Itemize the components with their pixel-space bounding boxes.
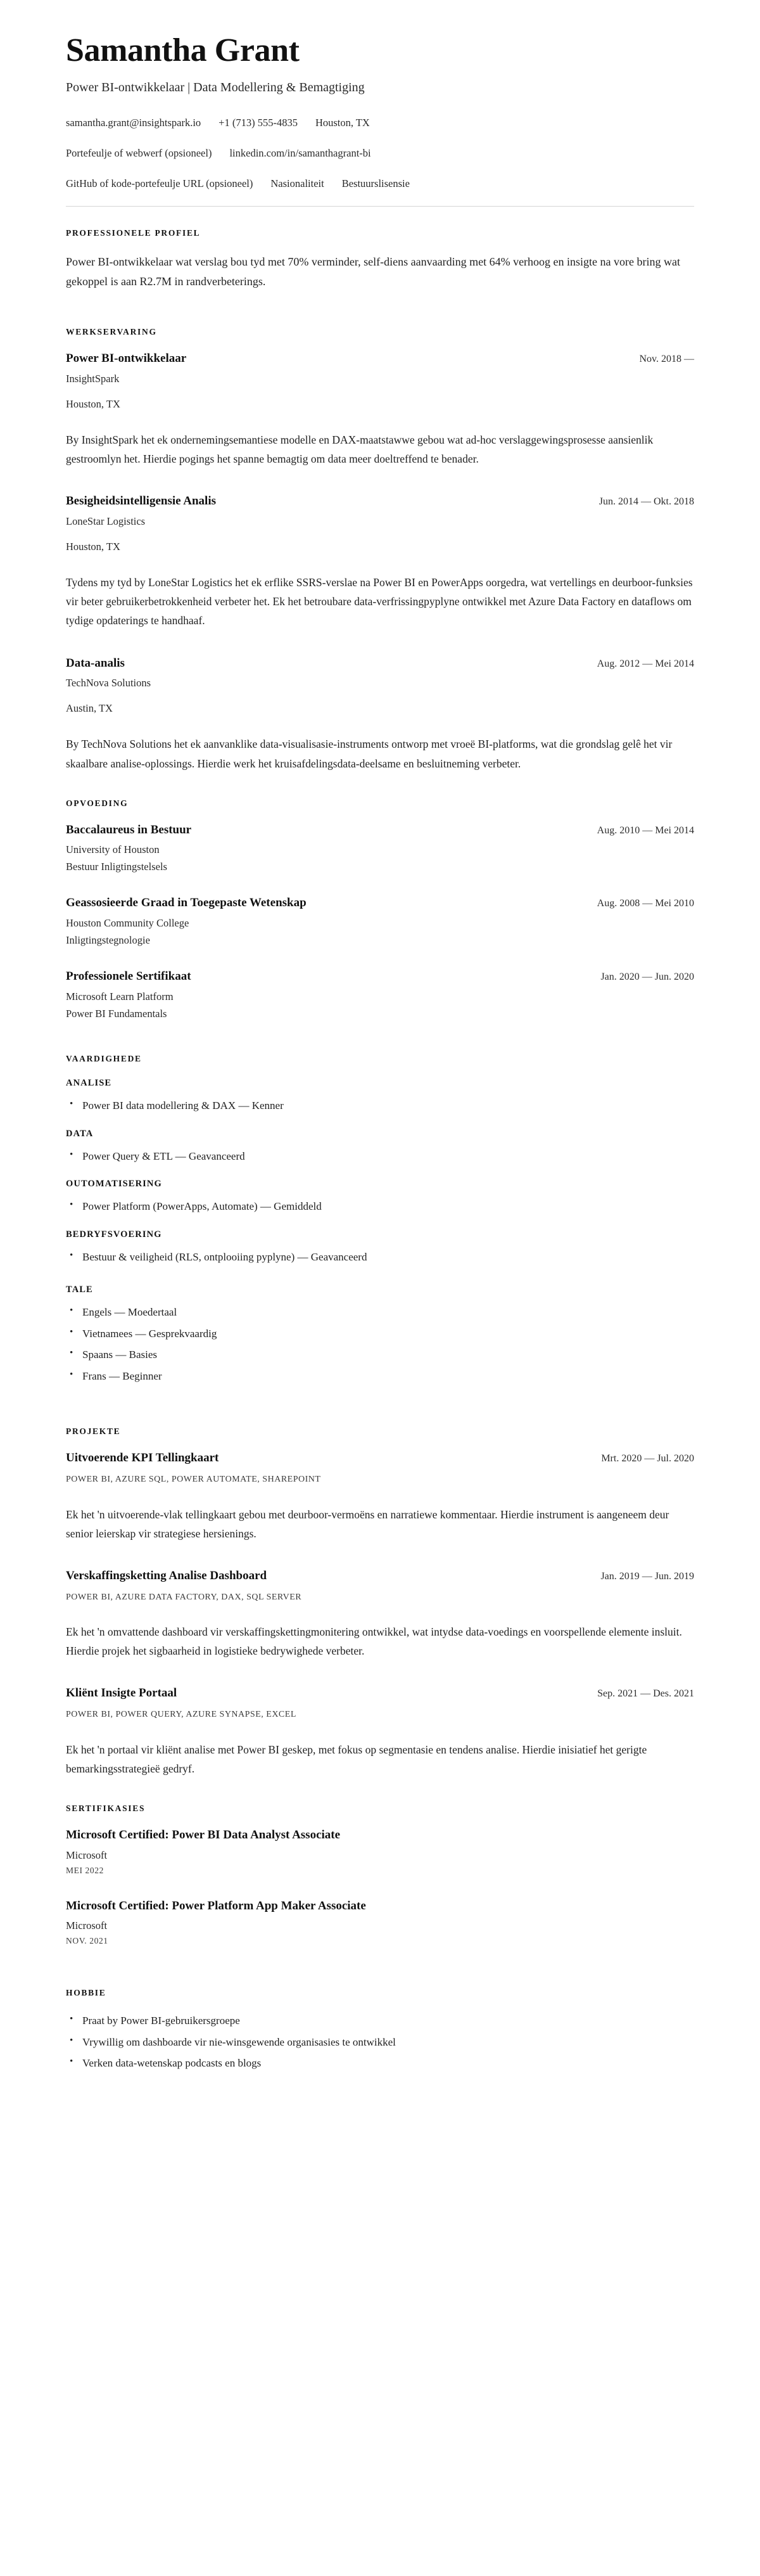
experience-organization: LoneStar Logistics <box>66 515 146 528</box>
project-tech-stack: POWER BI, POWER QUERY, AZURE SYNAPSE, EXCEL <box>66 1710 296 1720</box>
resume-header <box>66 33 694 191</box>
skill-item: • Power BI data modellering & DAX — Kenner <box>66 1097 694 1115</box>
skill-item: • Power Query & ETL — Geavanceerd <box>66 1148 694 1165</box>
section-title-certifications: SERTIFIKASIES <box>66 1803 146 1813</box>
education-item-head <box>66 823 694 838</box>
skill-group-name: BEDRYFSVOERING <box>66 1229 162 1240</box>
education-item-head <box>66 969 694 985</box>
project-title: Kliënt Insigte Portaal <box>66 1686 177 1700</box>
certification-title: Microsoft Certified: Power Platform App Maker Associate <box>66 1899 366 1913</box>
education-institution: University of Houston <box>66 843 160 856</box>
education-item <box>66 969 694 1021</box>
experience-item <box>66 656 694 716</box>
section-hobbies <box>66 1988 694 2072</box>
languages-group-name: TALE <box>66 1285 93 1295</box>
project-tech-stack: POWER BI, AZURE SQL, POWER AUTOMATE, SHAREPOINT <box>66 1475 321 1485</box>
education-institution: Microsoft Learn Platform <box>66 990 174 1003</box>
skill-list <box>66 1148 694 1165</box>
contact-portfolio[interactable]: Portefeulje of webwerf (opsioneel) <box>66 146 212 159</box>
education-item <box>66 895 694 947</box>
candidate-name: Samantha Grant <box>66 32 300 68</box>
project-item <box>66 1686 694 1721</box>
education-degree: Geassosieerde Graad in Toegepaste Wetenskap <box>66 896 307 910</box>
languages-list <box>66 1304 694 1385</box>
header-divider <box>66 206 694 207</box>
project-item <box>66 1451 694 1485</box>
project-description: Ek het 'n uitvoerende-vlak tellingkaart gebou met deurboor-vermoëns en narratiewe kommentaar. Hierdie instrument is aangeneem deur senior leierskap vir strategiese hersienings. <box>66 1508 669 1540</box>
education-degree: Baccalaureus in Bestuur <box>66 823 192 836</box>
experience-organization: InsightSpark <box>66 373 120 385</box>
contact-email[interactable]: samantha.grant@insightspark.io <box>66 117 201 129</box>
language-item: • Vietnamees — Gesprekvaardig <box>66 1325 694 1343</box>
skill-group <box>66 1129 694 1165</box>
education-field: Power BI Fundamentals <box>66 1008 167 1020</box>
experience-title: Data-analis <box>66 656 125 670</box>
hobby-item: • Vrywillig om dashboarde vir nie-winsgewende organisasies te ontwikkel <box>66 2034 694 2051</box>
experience-description: By InsightSpark het ek ondernemingsemantiese modelle en DAX-maatstawwe gebou wat ad-hoc verslaggewingsprosesse aansienlik gestroomlyn het. Hierdie pogings het spanne bemagtig om data meer doeltreffend te benader. <box>66 433 654 466</box>
profile-summary: Power BI-ontwikkelaar wat verslag bou tyd met 70% verminder, self-diens aanvaarding met 64% verhoog en insigte na vore bring wat gekoppel is aan R2.7M in randverbeterings. <box>66 255 680 288</box>
certification-item <box>66 1828 694 1877</box>
education-degree: Professionele Sertifikaat <box>66 970 191 984</box>
education-institution: Houston Community College <box>66 917 189 930</box>
experience-dates: Nov. 2018 — <box>639 354 694 365</box>
section-title-skills: VAARDIGHEDE <box>66 1054 142 1064</box>
contact-github[interactable]: GitHub of kode-portefeulje URL (opsioneel) <box>66 177 253 189</box>
language-item: • Engels — Moedertaal <box>66 1304 694 1321</box>
project-item <box>66 1568 694 1603</box>
contact-drivers-license: Bestuurslisensie <box>341 177 410 189</box>
certification-date: MEI 2022 <box>66 1865 104 1875</box>
experience-location: Houston, TX <box>66 541 120 553</box>
certification-date: NOV. 2021 <box>66 1936 108 1946</box>
education-dates: Jan. 2020 — Jun. 2020 <box>600 971 694 983</box>
experience-location: Austin, TX <box>66 702 113 715</box>
section-title-profile: PROFESSIONELE PROFIEL <box>66 228 201 238</box>
certification-item <box>66 1899 694 1948</box>
skill-list <box>66 1198 694 1215</box>
project-item-head <box>66 1568 694 1584</box>
project-description: Ek het 'n omvattende dashboard vir verskaffingskettingmonitering ontwikkel, wat intydse data-voedings en voorspellende elemente insluit. Hierdie projek het sigbaarheid in logistieke bedrywighede verbeter. <box>66 1625 682 1658</box>
candidate-headline: Power BI-ontwikkelaar | Data Modellering & Bemagtiging <box>66 80 365 95</box>
skill-group <box>66 1078 694 1115</box>
contact-phone[interactable]: +1 (713) 555-4835 <box>218 117 298 129</box>
education-field: Bestuur Inligtingstelsels <box>66 861 167 873</box>
experience-title: Besigheidsintelligensie Analis <box>66 494 217 508</box>
experience-title: Power BI-ontwikkelaar <box>66 352 187 366</box>
education-dates: Aug. 2008 — Mei 2010 <box>597 898 694 909</box>
project-item-head <box>66 1686 694 1701</box>
contact-location: Houston, TX <box>315 117 370 129</box>
section-certifications <box>66 1804 694 1947</box>
skill-group-name: ANALISE <box>66 1078 112 1089</box>
skill-item: • Power Platform (PowerApps, Automate) — Gemiddeld <box>66 1198 694 1215</box>
skill-group-name: OUTOMATISERING <box>66 1179 162 1189</box>
education-item-head <box>66 895 694 911</box>
project-title: Verskaffingsketting Analise Dashboard <box>66 1568 267 1582</box>
skill-list <box>66 1097 694 1115</box>
section-profile <box>66 228 694 292</box>
experience-item <box>66 494 694 554</box>
project-dates: Jan. 2019 — Jun. 2019 <box>600 1570 694 1582</box>
experience-location: Houston, TX <box>66 398 120 411</box>
contact-line-links <box>66 146 694 162</box>
project-tech-stack: POWER BI, AZURE DATA FACTORY, DAX, SQL SERVER <box>66 1592 302 1602</box>
hobbies-list <box>66 2012 694 2072</box>
experience-item-head <box>66 351 694 367</box>
experience-dates: Jun. 2014 — Okt. 2018 <box>598 496 694 508</box>
experience-description: By TechNova Solutions het ek aanvanklike data-visualisasie-instruments ontworp met vroeë BI-platforms, wat die grondslag gelê het vir skaalbare analise-oplossings. Hierdie werk het kruisafdelingsdata-deelsame en besluitneming verbeter. <box>66 738 673 770</box>
language-item: • Frans — Beginner <box>66 1368 694 1385</box>
experience-organization: TechNova Solutions <box>66 677 151 689</box>
project-description: Ek het 'n portaal vir kliënt analise met Power BI geskep, met fokus op segmentasie en tendens analise. Hierdie inisiatief het gerigte bemarkingsstrategieë gedryf. <box>66 1743 647 1775</box>
hobby-item: • Verken data-wetenskap podcasts en blogs <box>66 2054 694 2072</box>
skill-item: • Bestuur & veiligheid (RLS, ontplooiing pyplyne) — Geavanceerd <box>66 1248 694 1266</box>
education-dates: Aug. 2010 — Mei 2014 <box>597 824 694 836</box>
section-experience <box>66 327 694 772</box>
experience-item <box>66 351 694 411</box>
languages-group <box>66 1285 694 1385</box>
language-item: • Spaans — Basies <box>66 1346 694 1364</box>
education-item <box>66 823 694 875</box>
project-item-head <box>66 1451 694 1466</box>
section-skills <box>66 1054 694 1385</box>
experience-item-head <box>66 494 694 509</box>
project-dates: Mrt. 2020 — Jul. 2020 <box>601 1453 694 1464</box>
section-title-experience: WERKSERVARING <box>66 327 157 337</box>
project-dates: Sep. 2021 — Des. 2021 <box>597 1688 694 1700</box>
section-title-projects: PROJEKTE <box>66 1426 121 1437</box>
section-education <box>66 798 694 1022</box>
hobby-item: • Praat by Power BI-gebruikersgroepe <box>66 2012 694 2030</box>
education-field: Inligtingstegnologie <box>66 934 150 947</box>
skill-group <box>66 1229 694 1266</box>
experience-dates: Aug. 2012 — Mei 2014 <box>597 658 694 669</box>
contact-line-extra <box>66 176 694 192</box>
experience-description: Tydens my tyd by LoneStar Logistics het ek erflike SSRS-verslae na Power BI en PowerApps oorgedra, wat vertellings en deurboor-funksies vir beter gebruikerbetrokkenheid verbeter het. Ek het betroubare data-verfrissingpyplyne ontwikkel met Azure Data Factory en dataflows om tydige opdaterings te handhaaf. <box>66 576 693 627</box>
certification-title: Microsoft Certified: Power BI Data Analyst Associate <box>66 1828 341 1842</box>
project-title: Uitvoerende KPI Tellingkaart <box>66 1451 219 1465</box>
section-title-education: OPVOEDING <box>66 798 129 808</box>
skill-group-name: DATA <box>66 1128 94 1139</box>
skill-group <box>66 1179 694 1215</box>
certification-issuer: Microsoft <box>66 1919 108 1932</box>
section-projects <box>66 1426 694 1778</box>
contact-line-primary <box>66 115 694 131</box>
skill-list <box>66 1248 694 1266</box>
contact-linkedin[interactable]: linkedin.com/in/samanthagrant-bi <box>229 146 371 159</box>
section-title-hobbies: HOBBIE <box>66 1988 106 1998</box>
contact-nationality: Nasionaliteit <box>270 177 324 189</box>
certification-issuer: Microsoft <box>66 1849 108 1861</box>
experience-item-head <box>66 656 694 672</box>
